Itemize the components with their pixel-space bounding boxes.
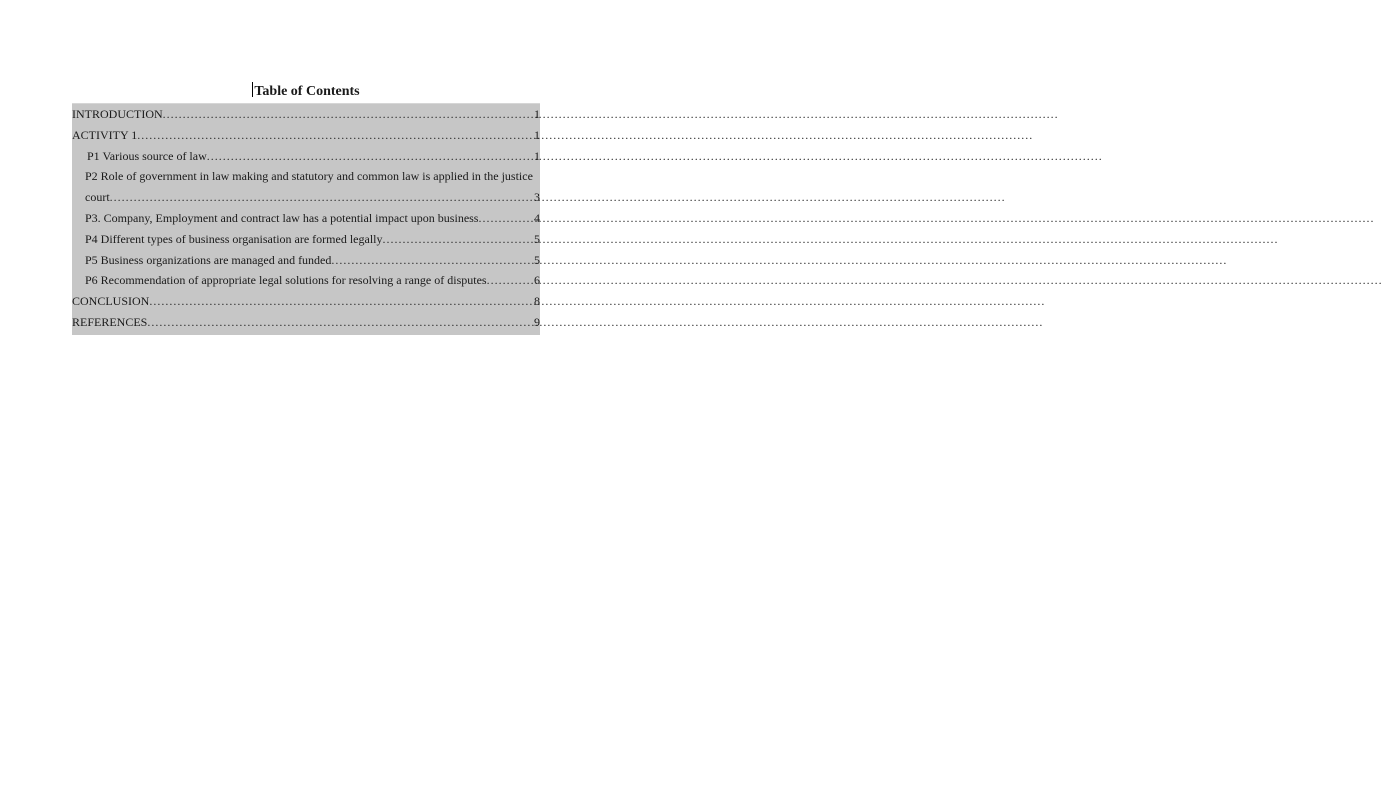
toc-entry-p6[interactable] bbox=[72, 270, 540, 291]
toc-entry-p2[interactable] bbox=[72, 166, 540, 208]
toc-entry-page: 9 bbox=[534, 314, 540, 329]
toc-entry-page: 1 bbox=[534, 148, 540, 163]
toc-leader-dots bbox=[110, 187, 533, 208]
toc-leader-dots bbox=[478, 208, 533, 229]
toc-entry-label: P5 Business organizations are managed and funded bbox=[85, 252, 332, 267]
toc-leader-dots bbox=[137, 125, 533, 146]
toc-leader-dots bbox=[331, 250, 533, 271]
toc-entry-label-line1: P2 Role of government in law making and statutory and common law is applied in the justice bbox=[85, 169, 533, 184]
toc-leader-dots bbox=[383, 229, 534, 250]
toc-leader-dots bbox=[487, 270, 533, 291]
toc-entry-p3[interactable] bbox=[72, 208, 540, 229]
toc-entry-references[interactable] bbox=[72, 312, 540, 333]
toc-entry-label: P3. Company, Employment and contract law has a potential impact upon business bbox=[85, 210, 479, 225]
toc-entry-label: P1 Various source of law bbox=[87, 148, 207, 163]
toc-entries bbox=[72, 104, 540, 335]
toc-entry-page: 6 bbox=[534, 273, 540, 288]
toc-leader-dots bbox=[149, 291, 533, 312]
toc-entry-page: 8 bbox=[534, 294, 540, 309]
toc-entry-introduction[interactable] bbox=[72, 104, 540, 125]
toc-entry-p5[interactable] bbox=[72, 250, 540, 271]
toc-entry-page: 1 bbox=[534, 107, 540, 121]
toc-entry-label-line2: court bbox=[85, 190, 110, 205]
toc-title-divider bbox=[72, 103, 540, 104]
toc-entry-label: CONCLUSION bbox=[72, 294, 150, 309]
toc-entry-page: 5 bbox=[534, 252, 540, 267]
toc-entry-activity-1[interactable] bbox=[72, 125, 540, 146]
toc-title: Table of Contents bbox=[254, 84, 360, 99]
toc-leader-dots bbox=[147, 312, 533, 333]
toc-entry-page: 1 bbox=[534, 127, 540, 142]
toc-entry-label: REFERENCES bbox=[72, 314, 148, 329]
toc-leader-dots bbox=[163, 104, 533, 125]
toc-entry-label: INTRODUCTION bbox=[72, 107, 163, 121]
table-of-contents bbox=[72, 82, 540, 335]
toc-entry-page: 3 bbox=[534, 190, 540, 205]
toc-entry-label: P4 Different types of business organisation are formed legally bbox=[85, 231, 383, 246]
toc-entry-conclusion[interactable] bbox=[72, 291, 540, 312]
toc-entry-page: 5 bbox=[534, 231, 540, 246]
toc-title-row bbox=[72, 82, 540, 104]
toc-entry-p1[interactable] bbox=[72, 146, 540, 167]
toc-entry-p4[interactable] bbox=[72, 229, 540, 250]
toc-entry-label: P6 Recommendation of appropriate legal solutions for resolving a range of disputes bbox=[85, 273, 487, 288]
toc-leader-dots bbox=[207, 146, 533, 167]
toc-entry-page: 4 bbox=[534, 210, 540, 225]
toc-entry-label: ACTIVITY 1 bbox=[72, 127, 138, 142]
